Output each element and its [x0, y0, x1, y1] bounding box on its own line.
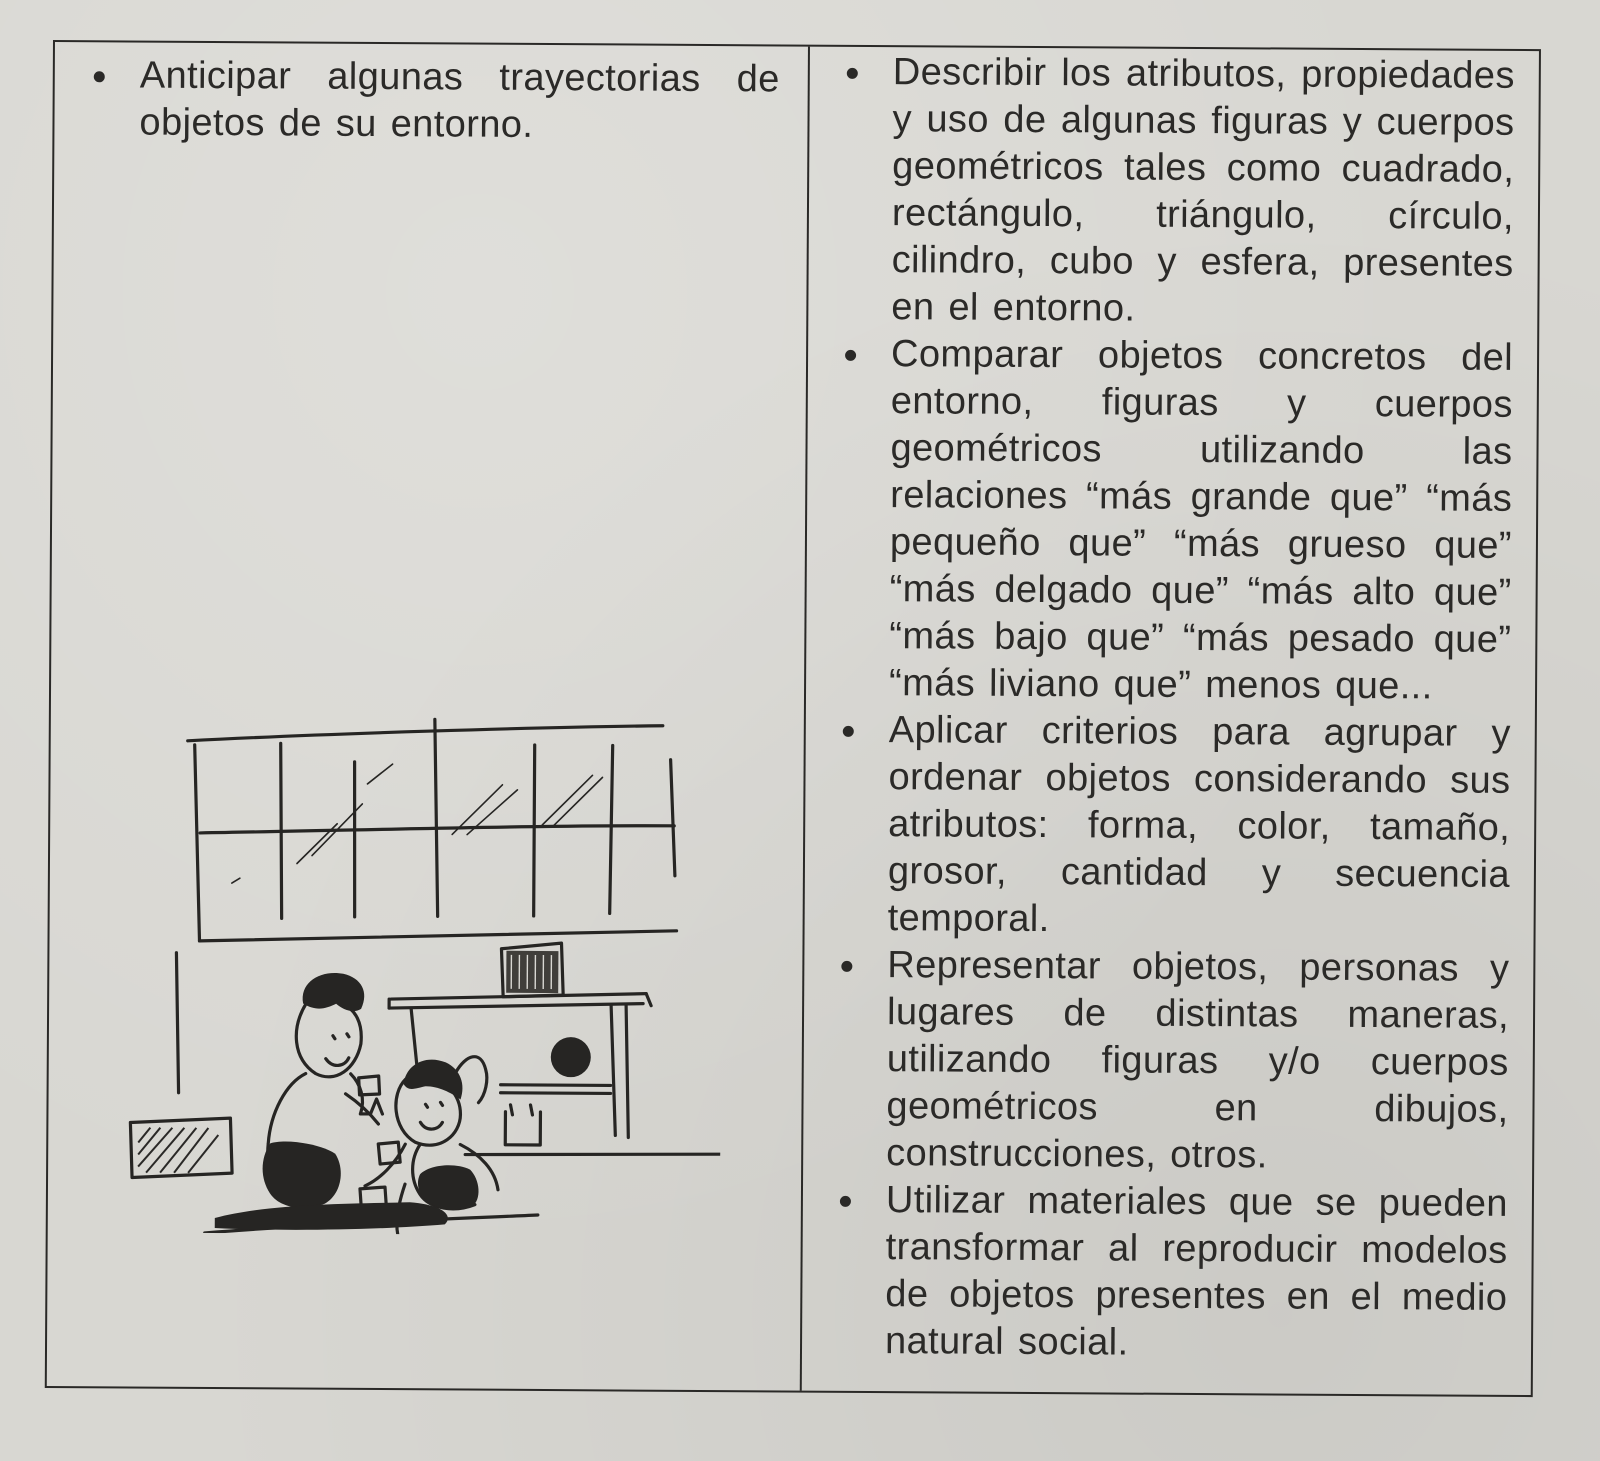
bullet-icon: [94, 71, 105, 82]
bullet-icon: [843, 726, 854, 737]
list-item-text: Comparar objetos concretos del entorno, figuras y cuerpos geométricos utilizando las relaciones “más grande que” “más pequeño que” “más grueso que” “más delgado que” “más alto que” “más bajo que” “más pesado que” “más liviano que” menos que...: [888, 333, 1514, 708]
list-item-text: Representar objetos, personas y lugares de distintas maneras, utilizando figuras y/o cuerpos geométricos en dibujos, construcciones, otros.: [886, 944, 1510, 1177]
right-bullet-list: [885, 49, 1515, 1369]
left-column: [47, 42, 810, 1391]
list-item: [888, 707, 1511, 946]
bullet-icon: [840, 1196, 851, 1207]
list-item: [889, 331, 1513, 711]
list-item-text: Anticipar algunas trayectorias de objetos de su entorno.: [139, 54, 780, 146]
bullet-icon: [845, 350, 856, 361]
list-item-text: Utilizar materiales que se pueden transformar al reproducir modelos de objetos presentes en el medio natural social.: [884, 1179, 1509, 1364]
list-item-text: Aplicar criterios para agrupar y ordenar objetos considerando sus atributos: forma, color, tamaño, grosor, cantidad y secuencia temporal.: [887, 709, 1511, 941]
content-table: [45, 40, 1541, 1397]
right-column: [802, 47, 1539, 1395]
bullet-icon: [847, 68, 858, 79]
bullet-icon: [841, 961, 852, 972]
list-item: [886, 942, 1509, 1181]
left-bullet-list: [139, 53, 780, 151]
list-item: [891, 49, 1515, 335]
children-playing-illustration: [120, 672, 723, 1236]
list-item-text: Describir los atributos, propiedades y uso de algunas figuras y cuerpos geométricos tales como cuadrado, rectángulo, triángulo, círculo, cilindro, cubo y esfera, presentes en el entorno.: [891, 51, 1515, 330]
list-item: [885, 1177, 1508, 1369]
list-item: [139, 53, 780, 151]
